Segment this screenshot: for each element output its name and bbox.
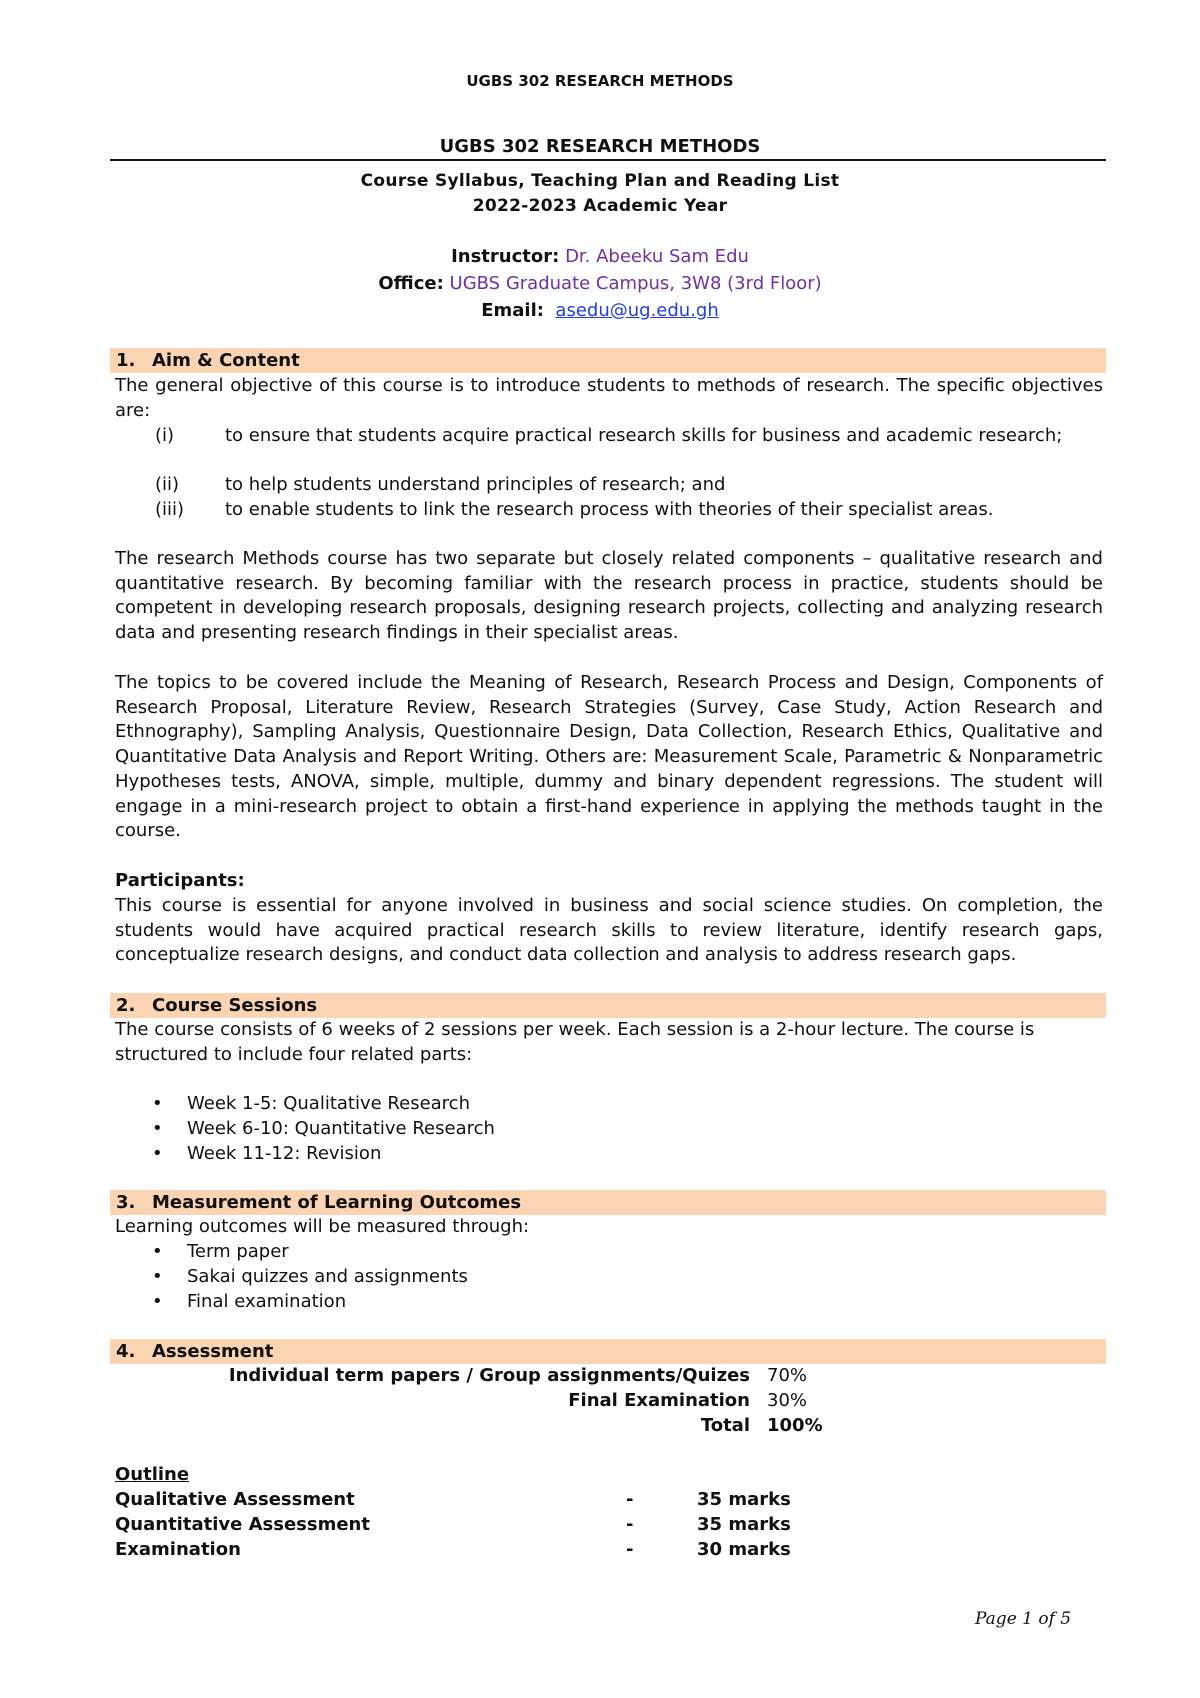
section-header-outcomes (110, 1190, 1106, 1215)
section-number: 4. (116, 1341, 136, 1362)
list-item-text: Term paper (187, 1241, 289, 1262)
bullet-icon: • (152, 1266, 163, 1287)
outline-marks: 30 marks (697, 1539, 791, 1560)
running-header: UGBS 302 RESEARCH METHODS (466, 72, 734, 90)
objective-num: (i) (155, 425, 175, 446)
title-divider (110, 159, 1106, 161)
aim-paragraph-topics: The topics to be covered include the Meaning of Research, Research Process and Design, Components of Research Proposal, Literature Review, Research Strategies (Survey, Case Study, Action Research and Ethnography), Sampling Analysis, Questionnaire Design, Data Collection, Research Ethics, Qualitative and Quantitative Data Analysis and Report Writing. Others are: Measurement Scale, Parametric & Nonparametric Hypotheses tests, ANOVA, simple, multiple, dummy and binary dependent regressions. The student will engage in a mini-research project to obtain a first-hand experience in applying the methods taught in the course. (115, 672, 1103, 842)
assessment-row-label: Final Examination (568, 1390, 750, 1411)
objective-text: to enable students to link the research process with theories of their specialist areas. (225, 499, 994, 520)
list-item-text: Week 11-12: Revision (187, 1143, 382, 1164)
office-location: UGBS Graduate Campus, 3W8 (3rd Floor) (449, 273, 822, 294)
assessment-row-label: Total (700, 1415, 750, 1436)
outline-dash: - (626, 1489, 634, 1510)
objective-text (225, 424, 1103, 449)
outline-marks: 35 marks (697, 1489, 791, 1510)
email-line (0, 300, 1200, 321)
outline-heading: Outline (115, 1464, 190, 1485)
office-label: Office: (378, 273, 444, 294)
outline-marks: 35 marks (697, 1514, 791, 1535)
section-header-assessment (110, 1339, 1106, 1364)
sessions-text: The course consists of 6 weeks of 2 sessions per week. Each session is a 2-hour lecture. The course is structured to include four related parts: (115, 1019, 1035, 1065)
outline-dash: - (626, 1539, 634, 1560)
section-number: 3. (116, 1192, 136, 1213)
email-link[interactable]: asedu@ug.edu.gh (555, 300, 719, 321)
outcomes-text: Learning outcomes will be measured through: (115, 1216, 530, 1237)
instructor-line (0, 246, 1200, 267)
section-number: 1. (116, 350, 136, 371)
list-item-text: Week 1-5: Qualitative Research (187, 1093, 470, 1114)
bullet-icon: • (152, 1143, 163, 1164)
participants-heading: Participants: (115, 870, 245, 891)
list-item-text: Final examination (187, 1291, 347, 1312)
outline-dash: - (626, 1514, 634, 1535)
bullet-icon: • (152, 1093, 163, 1114)
email-label: Email: (481, 300, 544, 321)
list-item-text: Sakai quizzes and assignments (187, 1266, 468, 1287)
bullet-icon: • (152, 1291, 163, 1312)
section-title: Course Sessions (152, 995, 318, 1016)
objective-text: to help students understand principles of research; and (225, 474, 726, 495)
aim-intro: The general objective of this course is to introduce students to methods of research. The specific objectives are: (115, 375, 1103, 421)
section-header-sessions (110, 993, 1106, 1018)
assessment-row-label: Individual term papers / Group assignments/Quizes (228, 1365, 750, 1386)
section-title: Assessment (152, 1341, 274, 1362)
office-line (0, 273, 1200, 294)
outline-label: Quantitative Assessment (115, 1514, 370, 1535)
bullet-icon: • (152, 1118, 163, 1139)
outline-label: Examination (115, 1539, 241, 1560)
assessment-row-value: 100% (767, 1415, 823, 1436)
outline-label: Qualitative Assessment (115, 1489, 355, 1510)
subtitle-line-1: Course Syllabus, Teaching Plan and Reading List (360, 171, 840, 191)
list-item-text: Week 6-10: Quantitative Research (187, 1118, 495, 1139)
page-title: UGBS 302 RESEARCH METHODS (439, 136, 761, 157)
participants-text: This course is essential for anyone involved in business and social science studies. On completion, the students would have acquired practical research skills to review literature, identify research gaps, conceptualize research designs, and conduct data collection and analysis to address research gaps. (115, 895, 1103, 966)
section-title: Measurement of Learning Outcomes (152, 1192, 522, 1213)
section-number: 2. (116, 995, 136, 1016)
instructor-name: Dr. Abeeku Sam Edu (565, 246, 749, 267)
section-title: Aim & Content (152, 350, 300, 371)
bullet-icon: • (152, 1241, 163, 1262)
instructor-label: Instructor: (451, 246, 560, 267)
assessment-row-value: 30% (767, 1390, 808, 1411)
objective-num: (ii) (155, 474, 180, 495)
objective-line: research; (978, 425, 1063, 446)
page-number: Page 1 of 5 (975, 1609, 1072, 1629)
objective-num: (iii) (155, 499, 185, 520)
section-header-aim (110, 348, 1106, 373)
assessment-row-value: 70% (767, 1365, 808, 1386)
objective-line: to ensure that students acquire practical research skills for business and academic (225, 425, 973, 446)
aim-paragraph-components: The research Methods course has two separate but closely related components – qualitative research and quantitative research. By becoming familiar with the research process in practice, students should be competent in developing research proposals, designing research projects, collecting and analyzing research data and presenting research findings in their specialist areas. (115, 548, 1103, 644)
subtitle-line-2: 2022-2023 Academic Year (472, 196, 728, 216)
